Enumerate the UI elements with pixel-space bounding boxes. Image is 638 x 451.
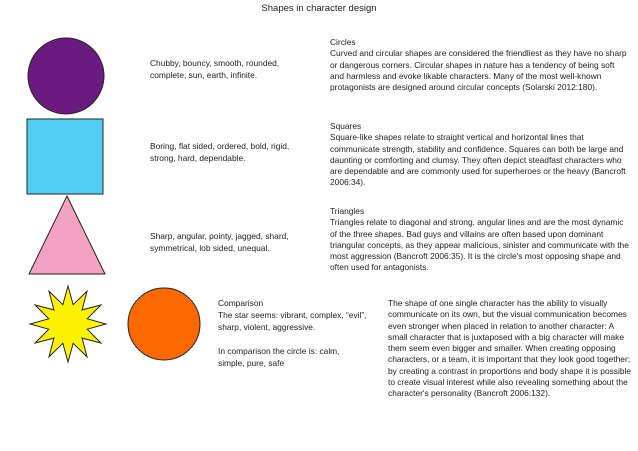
blue-square-shape xyxy=(26,118,106,196)
triangles-description xyxy=(330,206,630,274)
comparison-star-text: The star seems: vibrant, complex, “evil”, sharp, violent, aggressive. xyxy=(218,310,367,332)
triangles-body: Triangles relate to diagonal and strong, angular lines and are the most dynamic of the three shapes. Bad guys and villains are often based upon dominant triangular concepts, as they appear malicious, sinister and communicate with the most aggression (Bancroft 2006:35). It is the circle's most opposing shape and often used for antagonists. xyxy=(330,217,629,273)
yellow-star-shape xyxy=(28,284,108,364)
pink-triangle-shape xyxy=(26,194,108,276)
orange-circle-shape xyxy=(126,286,202,362)
square-keywords: Boring, flat sided, ordered, bold, rigid, strong, hard, dependable. xyxy=(150,141,290,163)
circles-body: Curved and circular shapes are considered the friendliest as they have no sharp or dangerous corners. Circular shapes in nature has a tendency of being soft and harmless and evoke likable characters. Many of the most well-known protagonists are designed around circular concepts (Solarski 2012:180). xyxy=(330,48,627,93)
squares-body: Square-like shapes relate to straight vertical and horizontal lines that communicate strength, stability and confidence. Squares can both be large and daunting or comforting and clumsy. They often depict steadfast characters who are dependable and are commonly used for superheroes or the heavy (Bancroft 2006:34). xyxy=(330,132,626,188)
triangle-keywords: Sharp, angular, pointy, jagged, shard, symmetrical, lob sided, unequal. xyxy=(150,231,289,253)
comparison-heading: Comparison xyxy=(218,298,264,308)
circle-keywords: Chubby, bouncy, smooth, rounded, complete, sun, earth, infinite. xyxy=(150,58,280,80)
squares-heading: Squares xyxy=(330,121,362,131)
squares-description xyxy=(330,121,630,189)
comparison-text xyxy=(218,297,368,369)
page-title: Shapes in character design xyxy=(261,3,377,14)
circles-heading: Circles xyxy=(330,37,356,47)
purple-circle-shape xyxy=(26,36,106,116)
triangles-heading: Triangles xyxy=(330,206,365,216)
circles-description xyxy=(330,37,628,93)
conclusion-paragraph: The shape of one single character has the ability to visually communicate on its own, but the visual communication becomes even stronger when placed in relation to another character: A small character that is juxtaposed with a big character will make them seem even bigger and smaller. When creating opposing characters, or a team, it is important that they look good together; by creating a contrast in proportions and body shape it is possible to create visual interest while also revealing something about the character's personality (Bancroft 2006:132). xyxy=(388,298,632,399)
comparison-circle-text: In comparison the circle is: calm, simple, pure, safe xyxy=(218,346,340,368)
